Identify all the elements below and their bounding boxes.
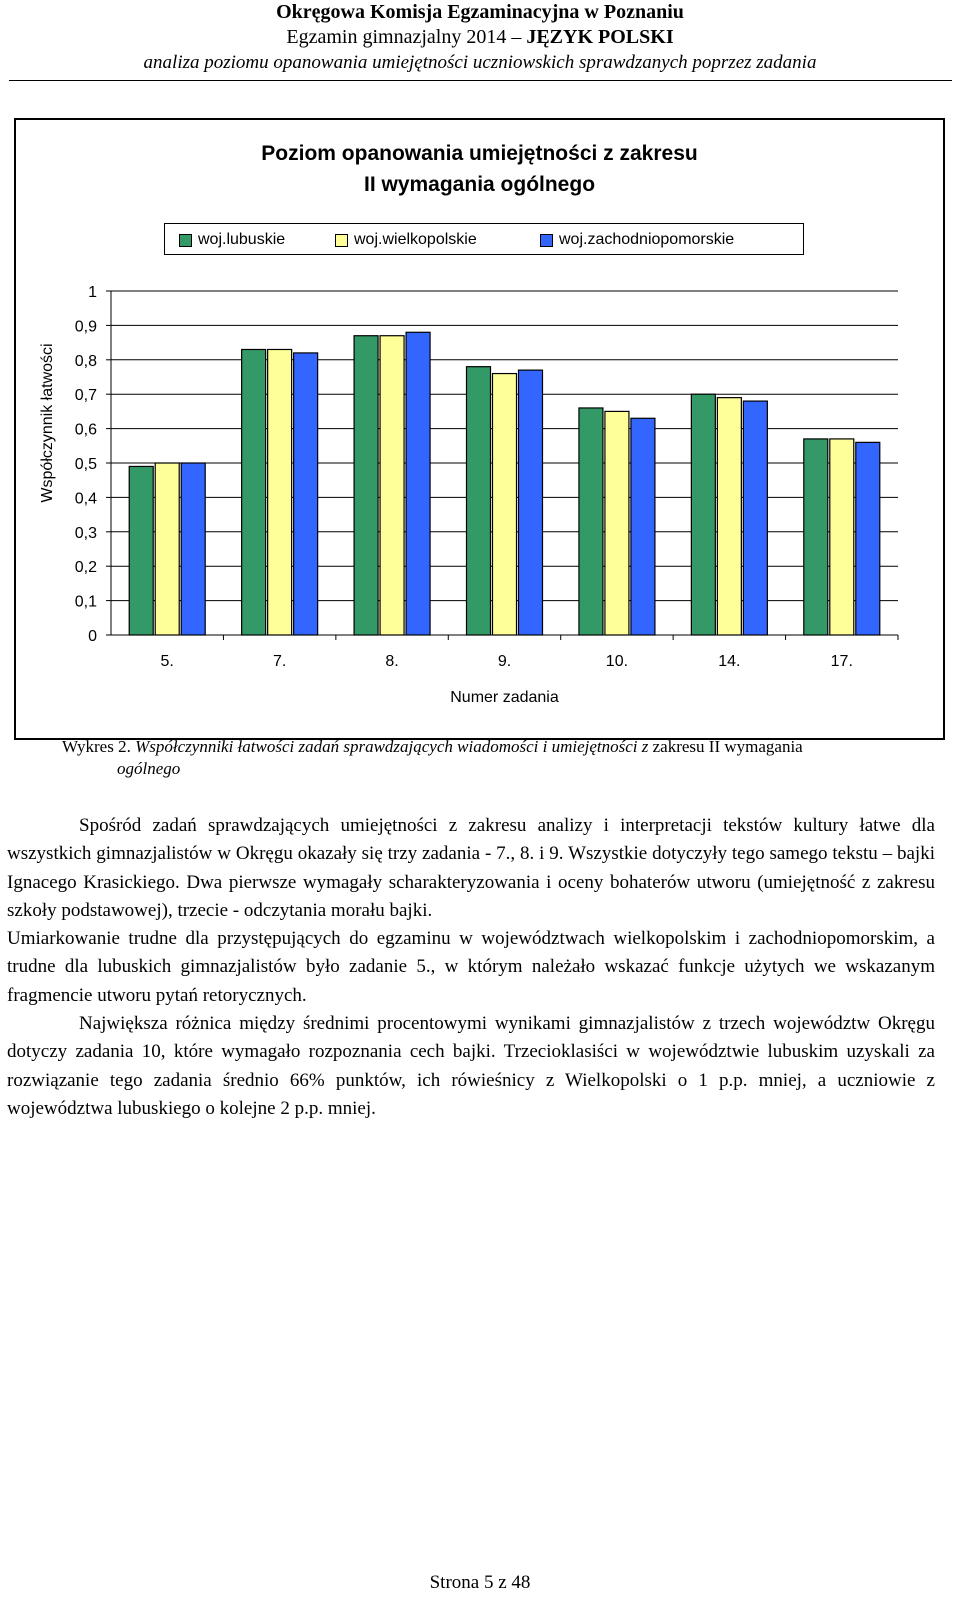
- header-exam: [0, 24, 960, 50]
- bar: [268, 349, 292, 635]
- bar: [519, 370, 543, 635]
- paragraph-2: Umiarkowanie trudne dla przystępujących do egzaminu w województwach wielkopolskim i zachodniopomorskim, a trudne dla lubuskich gimnazjalistów było zadanie 5., w którym należało wskazać funkcje użytych we wskazanym fragmencie utworu pytań retorycznych.: [7, 928, 935, 1006]
- caption-text: Współczynniki łatwości zadań sprawdzających wiadomości i umiejętności z: [135, 737, 649, 756]
- x-tick-label: 14.: [718, 653, 741, 670]
- caption-line2: ogólnego: [117, 759, 181, 778]
- x-tick-label: 17.: [830, 653, 853, 670]
- bar: [129, 466, 153, 635]
- y-tick-label: 0,6: [74, 421, 97, 439]
- bar: [743, 401, 767, 635]
- legend-label-lubuskie: woj.lubuskie: [198, 231, 286, 248]
- y-tick-label: 0,5: [74, 456, 97, 473]
- y-tick-label: 0,1: [74, 593, 97, 611]
- y-tick-label: 0,7: [74, 387, 97, 405]
- bar: [181, 463, 205, 635]
- x-tick-label: 8.: [385, 653, 399, 670]
- x-tick-label: 5.: [160, 653, 174, 670]
- caption-prefix: Wykres 2.: [62, 737, 136, 756]
- x-tick-label: 9.: [497, 653, 512, 670]
- bar: [830, 439, 854, 635]
- y-tick-label: 0,4: [74, 490, 97, 508]
- bar: [380, 336, 404, 635]
- y-tick-label: 0: [88, 628, 97, 645]
- y-axis-title: Współczynnik łatwości: [39, 343, 56, 503]
- bar: [294, 353, 318, 635]
- header-institution: Okręgowa Komisja Egzaminacyjna w Poznaniu: [276, 1, 684, 23]
- bar: [691, 394, 715, 635]
- y-tick-label: 0,9: [74, 318, 97, 336]
- bar: [717, 398, 741, 635]
- chart-container: [14, 118, 945, 740]
- page-number: Strona 5 z 48: [429, 1572, 531, 1593]
- bar: [354, 336, 378, 635]
- legend-label-wielkopolskie: woj.wielkopolskie: [354, 231, 477, 248]
- bar: [579, 408, 603, 635]
- chart-title-line2: II wymagania ogólnego: [363, 173, 596, 196]
- body-text: [7, 812, 935, 1123]
- bar: [155, 463, 179, 635]
- header-subject: JĘZYK POLSKI: [526, 26, 674, 48]
- x-tick-label: 10.: [605, 653, 629, 670]
- paragraph-3: Największa różnica między średnimi procentowymi wynikami gimnazjalistów z trzech województw Okręgu dotyczy zadania 10, które wymagało rozpoznania cech bajki. Trzecioklasiści w województwie lubuskim uzyskali za rozwiązanie tego zadania średnio 66% punktów, ich rówieśnicy z Wielkopolski o 1 p.p. mniej, a uczniowie z województwa lubuskiego o kolejne 2 p.p. mniej.: [7, 1013, 935, 1119]
- bar: [605, 411, 629, 635]
- chart-title-line1: Poziom opanowania umiejętności z zakresu: [261, 142, 698, 165]
- bar: [804, 439, 828, 635]
- x-tick-label: 7.: [272, 653, 287, 670]
- figure-caption: [62, 736, 942, 780]
- bar: [406, 332, 430, 635]
- header-exam-prefix: Egzamin gimnazjalny 2014 –: [286, 26, 527, 48]
- header-rule: [9, 80, 952, 81]
- bar: [631, 418, 655, 635]
- bar: [467, 367, 491, 635]
- legend-label-zachodniopomorskie: woj.zachodniopomorskie: [559, 231, 735, 248]
- paragraph-1: Spośród zadań sprawdzających umiejętności z zakresu analizy i interpretacji tekstów kultury łatwe dla wszystkich gimnazjalistów w Okręgu okazały się trzy zadania - 7., 8. i 9. Wszystkie dotyczyły tego samego tekstu – bajki Ignacego Krasickiego. Dwa pierwsze wymagały scharakteryzowania i oceny bohaterów utworu (umiejętność z zakresu szkoły podstawowej), trzecie - odczytania morału bajki.: [7, 815, 935, 921]
- y-tick-label: 1: [88, 284, 97, 301]
- bar: [242, 349, 266, 635]
- header-subtitle: analiza poziomu opanowania umiejętności uczniowskich sprawdzanych poprzez zadania: [143, 52, 817, 73]
- bar-chart: [16, 120, 943, 738]
- y-tick-label: 0,2: [74, 559, 97, 577]
- page-header: [0, 0, 960, 76]
- x-axis-title: Numer zadania: [450, 689, 559, 706]
- y-tick-label: 0,3: [74, 524, 97, 542]
- bar: [493, 374, 517, 635]
- caption-rest: zakresu II wymagania: [648, 737, 803, 756]
- y-tick-label: 0,8: [74, 352, 97, 370]
- bar: [856, 442, 880, 635]
